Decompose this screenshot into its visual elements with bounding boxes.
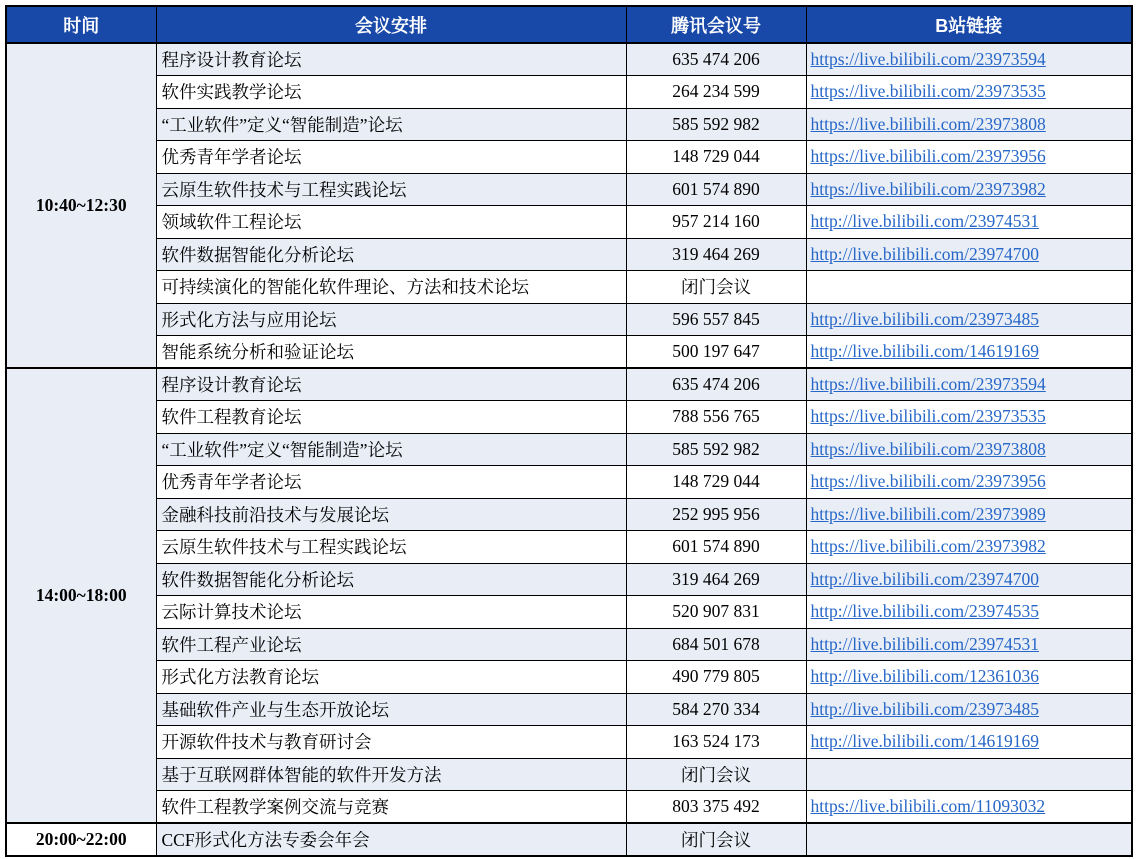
tencent-meeting-number-cell: 601 574 890 <box>626 173 806 206</box>
tencent-meeting-number-cell: 957 214 160 <box>626 206 806 239</box>
bilibili-link-cell <box>806 661 1132 694</box>
table-row <box>6 401 1132 434</box>
tencent-meeting-number-cell: 635 474 206 <box>626 43 806 76</box>
tencent-meeting-number-cell: 148 729 044 <box>626 141 806 174</box>
meeting-name-cell: 程序设计教育论坛 <box>156 368 626 401</box>
table-row <box>6 238 1132 271</box>
bilibili-link[interactable]: http://live.bilibili.com/14619169 <box>810 731 1039 752</box>
bilibili-link[interactable]: https://live.bilibili.com/23973535 <box>810 81 1046 102</box>
bilibili-link[interactable]: http://live.bilibili.com/14619169 <box>810 341 1039 361</box>
bilibili-link-cell <box>806 76 1132 109</box>
bilibili-link[interactable]: http://live.bilibili.com/23974531 <box>810 211 1039 232</box>
meeting-name-cell: 形式化方法教育论坛 <box>156 661 626 694</box>
bilibili-link[interactable]: https://live.bilibili.com/23973594 <box>810 374 1046 394</box>
table-row <box>6 206 1132 239</box>
tencent-meeting-number-cell: 319 464 269 <box>626 238 806 271</box>
column-header-bilibili-link: B站链接 <box>806 6 1132 43</box>
time-cell: 20:00~22:00 <box>6 823 156 856</box>
table-row <box>6 563 1132 596</box>
table-row <box>6 466 1132 499</box>
meeting-name-cell: “工业软件”定义“智能制造”论坛 <box>156 433 626 466</box>
bilibili-link-cell <box>806 173 1132 206</box>
bilibili-link[interactable]: http://live.bilibili.com/23973485 <box>810 308 1039 329</box>
meeting-name-cell: CCF形式化方法专委会年会 <box>156 823 626 856</box>
meeting-name-cell: 基于互联网群体智能的软件开发方法 <box>156 758 626 791</box>
meeting-name-cell: 开源软件技术与教育研讨会 <box>156 726 626 759</box>
tencent-meeting-number-cell: 803 375 492 <box>626 791 806 824</box>
tencent-meeting-number-cell: 闭门会议 <box>626 271 806 304</box>
bilibili-link[interactable]: http://live.bilibili.com/23974531 <box>810 633 1039 654</box>
bilibili-link-cell <box>806 791 1132 824</box>
tencent-meeting-number-cell: 596 557 845 <box>626 303 806 336</box>
time-cell: 10:40~12:30 <box>6 43 156 368</box>
tencent-meeting-number-cell: 684 501 678 <box>626 628 806 661</box>
meeting-name-cell: 软件工程教学案例交流与竞赛 <box>156 791 626 824</box>
meeting-name-cell: 金融科技前沿技术与发展论坛 <box>156 498 626 531</box>
table-row <box>6 368 1132 401</box>
table-row <box>6 433 1132 466</box>
meeting-name-cell: 软件工程教育论坛 <box>156 401 626 434</box>
tencent-meeting-number-cell: 490 779 805 <box>626 661 806 694</box>
tencent-meeting-number-cell: 264 234 599 <box>626 76 806 109</box>
bilibili-link[interactable]: http://live.bilibili.com/12361036 <box>810 666 1039 687</box>
table-row <box>6 336 1132 369</box>
bilibili-link-cell <box>806 531 1132 564</box>
column-header-time: 时间 <box>6 6 156 43</box>
meeting-name-cell: “工业软件”定义“智能制造”论坛 <box>156 108 626 141</box>
table-row <box>6 43 1132 76</box>
meeting-name-cell: 云际计算技术论坛 <box>156 596 626 629</box>
table-row <box>6 141 1132 174</box>
bilibili-link-cell <box>806 596 1132 629</box>
tencent-meeting-number-cell: 601 574 890 <box>626 531 806 564</box>
bilibili-link[interactable]: https://live.bilibili.com/23973594 <box>810 49 1046 69</box>
tencent-meeting-number-cell: 520 907 831 <box>626 596 806 629</box>
bilibili-link[interactable]: https://live.bilibili.com/23973808 <box>810 113 1046 134</box>
meeting-name-cell: 软件数据智能化分析论坛 <box>156 238 626 271</box>
bilibili-link[interactable]: https://live.bilibili.com/23973989 <box>810 503 1046 524</box>
bilibili-link-cell <box>806 563 1132 596</box>
tencent-meeting-number-cell: 500 197 647 <box>626 336 806 369</box>
bilibili-link[interactable]: https://live.bilibili.com/23973982 <box>810 178 1046 199</box>
bilibili-link-cell <box>806 336 1132 369</box>
bilibili-link-cell <box>806 43 1132 76</box>
bilibili-link-cell <box>806 401 1132 434</box>
bilibili-link[interactable]: http://live.bilibili.com/23974535 <box>810 601 1039 622</box>
table-row <box>6 498 1132 531</box>
table-row <box>6 271 1132 304</box>
meeting-name-cell: 智能系统分析和验证论坛 <box>156 336 626 369</box>
meeting-name-cell: 优秀青年学者论坛 <box>156 141 626 174</box>
bilibili-link[interactable]: https://live.bilibili.com/23973956 <box>810 471 1046 492</box>
table-row <box>6 76 1132 109</box>
bilibili-link-cell <box>806 466 1132 499</box>
tencent-meeting-number-cell: 148 729 044 <box>626 466 806 499</box>
bilibili-link-cell <box>806 433 1132 466</box>
meeting-name-cell: 软件数据智能化分析论坛 <box>156 563 626 596</box>
tencent-meeting-number-cell: 585 592 982 <box>626 433 806 466</box>
tencent-meeting-number-cell: 584 270 334 <box>626 693 806 726</box>
tencent-meeting-number-cell: 252 995 956 <box>626 498 806 531</box>
bilibili-link-cell <box>806 108 1132 141</box>
table-row <box>6 531 1132 564</box>
table-row <box>6 108 1132 141</box>
bilibili-link[interactable]: http://live.bilibili.com/23974700 <box>810 568 1039 589</box>
table-row <box>6 303 1132 336</box>
meeting-name-cell: 云原生软件技术与工程实践论坛 <box>156 531 626 564</box>
table-row <box>6 596 1132 629</box>
tencent-meeting-number-cell: 635 474 206 <box>626 368 806 401</box>
meeting-name-cell: 云原生软件技术与工程实践论坛 <box>156 173 626 206</box>
tencent-meeting-number-cell: 闭门会议 <box>626 823 806 856</box>
schedule-table <box>5 5 1133 857</box>
bilibili-link[interactable]: https://live.bilibili.com/23973535 <box>810 406 1046 427</box>
bilibili-link[interactable]: https://live.bilibili.com/23973808 <box>810 438 1046 459</box>
tencent-meeting-number-cell: 闭门会议 <box>626 758 806 791</box>
bilibili-link-cell <box>806 726 1132 759</box>
table-header <box>6 6 1132 43</box>
header-row <box>6 6 1132 43</box>
schedule-table-body <box>6 43 1132 856</box>
meeting-name-cell: 软件实践教学论坛 <box>156 76 626 109</box>
bilibili-link-cell <box>806 206 1132 239</box>
bilibili-link-cell <box>806 271 1132 304</box>
table-row <box>6 628 1132 661</box>
bilibili-link-cell <box>806 238 1132 271</box>
meeting-name-cell: 软件工程产业论坛 <box>156 628 626 661</box>
table-row <box>6 693 1132 726</box>
meeting-name-cell: 可持续演化的智能化软件理论、方法和技术论坛 <box>156 271 626 304</box>
bilibili-link[interactable]: http://live.bilibili.com/23974700 <box>810 243 1039 264</box>
bilibili-link-cell <box>806 758 1132 791</box>
bilibili-link-cell <box>806 368 1132 401</box>
bilibili-link-cell <box>806 303 1132 336</box>
meeting-name-cell: 程序设计教育论坛 <box>156 43 626 76</box>
table-row <box>6 173 1132 206</box>
time-cell: 14:00~18:00 <box>6 368 156 823</box>
bilibili-link[interactable]: https://live.bilibili.com/23973956 <box>810 146 1046 167</box>
tencent-meeting-number-cell: 319 464 269 <box>626 563 806 596</box>
table-row <box>6 661 1132 694</box>
bilibili-link[interactable]: https://live.bilibili.com/23973982 <box>810 536 1046 557</box>
tencent-meeting-number-cell: 585 592 982 <box>626 108 806 141</box>
meeting-name-cell: 形式化方法与应用论坛 <box>156 303 626 336</box>
bilibili-link[interactable]: https://live.bilibili.com/11093032 <box>810 796 1046 816</box>
bilibili-link-cell <box>806 628 1132 661</box>
bilibili-link-cell <box>806 141 1132 174</box>
bilibili-link-cell <box>806 823 1132 856</box>
meeting-name-cell: 基础软件产业与生态开放论坛 <box>156 693 626 726</box>
table-row <box>6 791 1132 824</box>
bilibili-link[interactable]: http://live.bilibili.com/23973485 <box>810 698 1039 719</box>
tencent-meeting-number-cell: 788 556 765 <box>626 401 806 434</box>
tencent-meeting-number-cell: 163 524 173 <box>626 726 806 759</box>
column-header-tencent-number: 腾讯会议号 <box>626 6 806 43</box>
column-header-meeting: 会议安排 <box>156 6 626 43</box>
table-row <box>6 726 1132 759</box>
bilibili-link-cell <box>806 498 1132 531</box>
table-row <box>6 823 1132 856</box>
meeting-name-cell: 优秀青年学者论坛 <box>156 466 626 499</box>
table-row <box>6 758 1132 791</box>
meeting-name-cell: 领域软件工程论坛 <box>156 206 626 239</box>
bilibili-link-cell <box>806 693 1132 726</box>
